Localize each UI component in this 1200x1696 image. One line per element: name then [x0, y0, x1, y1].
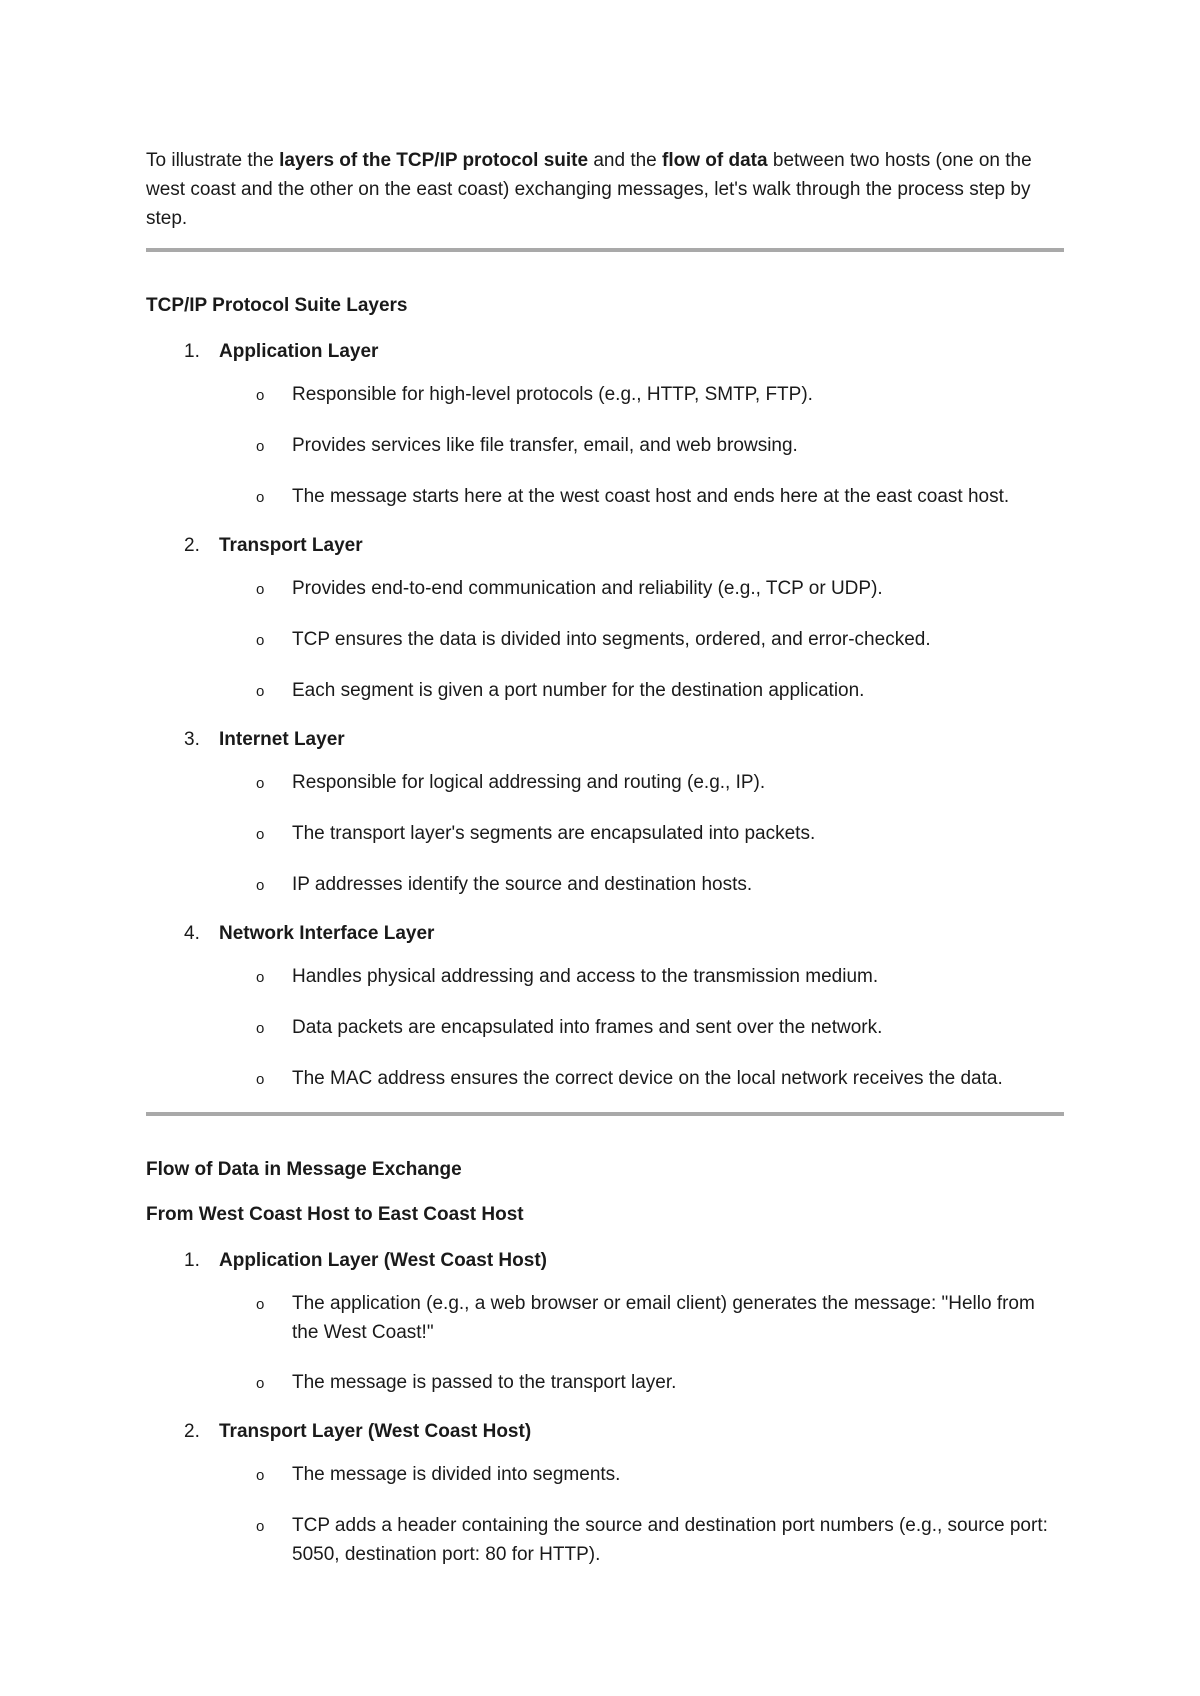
list-number: 2.	[184, 1421, 200, 1442]
bullet-marker: o	[256, 683, 265, 700]
bullet-text: IP addresses identify the source and destination hosts.	[292, 874, 753, 895]
intro-paragraph	[146, 146, 1064, 233]
bullet-text: The MAC address ensures the correct device on the local network receives the data.	[292, 1068, 1003, 1089]
list-item	[146, 962, 1064, 992]
layer-title: Network Interface Layer	[219, 923, 435, 944]
list-item	[146, 870, 1064, 900]
bullet-marker: o	[256, 1375, 265, 1392]
bullet-marker: o	[256, 1020, 265, 1037]
list-item	[146, 1064, 1064, 1094]
flow-steps-list	[146, 1249, 1064, 1569]
list-item	[146, 676, 1064, 706]
horizontal-rule	[146, 248, 1064, 252]
horizontal-rule	[146, 1112, 1064, 1116]
bullet-marker: o	[256, 969, 265, 986]
list-item	[146, 625, 1064, 655]
list-item	[146, 1368, 1064, 1398]
bullet-marker: o	[256, 632, 265, 649]
bullet-marker: o	[256, 877, 265, 894]
bullet-marker: o	[256, 775, 265, 792]
bullet-text: Each segment is given a port number for the destination application.	[292, 680, 865, 701]
list-item	[146, 1013, 1064, 1043]
bullet-text: Provides end-to-end communication and reliability (e.g., TCP or UDP).	[292, 578, 883, 599]
layer-title: Internet Layer	[219, 729, 345, 750]
layer-title: Transport Layer	[219, 535, 363, 556]
intro-bold-flow: flow of data	[662, 150, 768, 171]
bullet-text: The message starts here at the west coast host and ends here at the east coast host.	[292, 486, 1010, 507]
section1-bullets-1	[146, 380, 1064, 512]
bullet-text: TCP adds a header containing the source and destination port numbers (e.g., source port: 5050, destination port: 80 for HTTP).	[292, 1515, 1048, 1565]
list-item	[146, 768, 1064, 798]
intro-text-3: between two hosts (one on the west coast and the other on the east coast) exchanging messages, let's walk through the process step by step.	[146, 150, 1032, 229]
bullet-text: TCP ensures the data is divided into segments, ordered, and error-checked.	[292, 629, 931, 650]
bullet-text: Provides services like file transfer, email, and web browsing.	[292, 435, 798, 456]
intro-text-1: To illustrate the	[146, 150, 280, 171]
section1-heading-4	[146, 922, 1064, 946]
list-number: 3.	[184, 729, 200, 750]
list-number: 1.	[184, 1250, 200, 1271]
bullet-marker: o	[256, 489, 265, 506]
list-number: 4.	[184, 923, 200, 944]
bullet-text: The message is divided into segments.	[292, 1464, 621, 1485]
section2-heading-1	[146, 1249, 1064, 1273]
bullet-text: Handles physical addressing and access to the transmission medium.	[292, 966, 879, 987]
section1-bullets-4	[146, 962, 1064, 1094]
list-item	[146, 1289, 1064, 1347]
list-item	[146, 431, 1064, 461]
bullet-text: Responsible for high-level protocols (e.g., HTTP, SMTP, FTP).	[292, 384, 813, 405]
list-item	[146, 819, 1064, 849]
document-page	[146, 146, 1064, 1569]
section1-heading-3	[146, 728, 1064, 752]
list-number: 1.	[184, 341, 200, 362]
section2-bullets-2	[146, 1460, 1064, 1569]
layers-list	[146, 340, 1064, 1094]
section1-heading-1	[146, 340, 1064, 364]
bullet-marker: o	[256, 438, 265, 455]
intro-bold-layers: layers of the TCP/IP protocol suite	[279, 150, 589, 171]
section-subtitle-direction: From West Coast Host to East Coast Host	[146, 1204, 524, 1225]
section1-bullets-3	[146, 768, 1064, 900]
bullet-marker: o	[256, 387, 265, 404]
bullet-marker: o	[256, 1467, 265, 1484]
section2-heading-2	[146, 1420, 1064, 1444]
bullet-text: The application (e.g., a web browser or email client) generates the message: "Hello from the West Coast!"	[292, 1293, 1035, 1343]
list-item	[146, 1511, 1064, 1569]
layer-title: Transport Layer (West Coast Host)	[219, 1421, 532, 1442]
bullet-text: The transport layer's segments are encapsulated into packets.	[292, 823, 816, 844]
bullet-marker: o	[256, 826, 265, 843]
list-number: 2.	[184, 535, 200, 556]
bullet-text: Data packets are encapsulated into frames and sent over the network.	[292, 1017, 883, 1038]
section2-bullets-1	[146, 1289, 1064, 1398]
section-title-layers: TCP/IP Protocol Suite Layers	[146, 295, 408, 316]
layer-title: Application Layer	[219, 341, 379, 362]
list-item	[146, 380, 1064, 410]
list-item	[146, 574, 1064, 604]
list-item	[146, 482, 1064, 512]
section-title-flow: Flow of Data in Message Exchange	[146, 1159, 462, 1180]
bullet-text: The message is passed to the transport layer.	[292, 1372, 677, 1393]
bullet-marker: o	[256, 1518, 265, 1535]
section1-bullets-2	[146, 574, 1064, 706]
bullet-marker: o	[256, 1071, 265, 1088]
bullet-marker: o	[256, 1296, 265, 1313]
bullet-text: Responsible for logical addressing and routing (e.g., IP).	[292, 772, 766, 793]
list-item	[146, 1460, 1064, 1490]
section1-heading-2	[146, 534, 1064, 558]
layer-title: Application Layer (West Coast Host)	[219, 1250, 547, 1271]
bullet-marker: o	[256, 581, 265, 598]
intro-text-2: and the	[588, 150, 663, 171]
